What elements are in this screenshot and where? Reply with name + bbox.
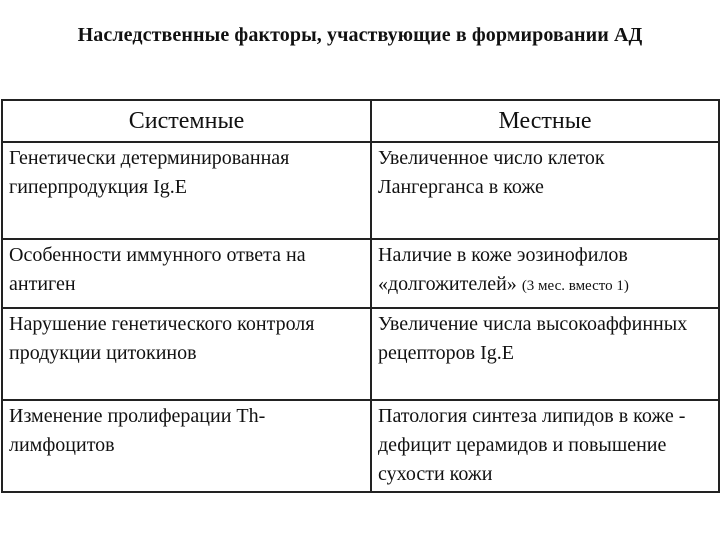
table-row bbox=[2, 142, 719, 239]
hereditary-factors-table bbox=[1, 99, 720, 493]
local-factor-cell: Патология синтеза липидов в коже - дефицит церамидов и повышение сухости кожи bbox=[371, 400, 719, 492]
systemic-factor-cell: Генетически детерминированная гиперпродукция Ig.E bbox=[2, 142, 371, 239]
column-header-systemic: Системные bbox=[2, 100, 371, 142]
column-header-local: Местные bbox=[371, 100, 719, 142]
systemic-factor-cell: Особенности иммунного ответа на антиген bbox=[2, 239, 371, 308]
systemic-factor-cell: Изменение пролиферации Th-лимфоцитов bbox=[2, 400, 371, 492]
local-factor-cell bbox=[371, 239, 719, 308]
table-row bbox=[2, 239, 719, 308]
local-factor-note: (3 мес. вместо 1) bbox=[521, 278, 629, 294]
table-row bbox=[2, 308, 719, 400]
table-row bbox=[2, 400, 719, 492]
local-factor-cell: Увеличенное число клеток Лангерганса в коже bbox=[371, 142, 719, 239]
local-factor-text: Наличие в коже эозинофилов «долгожителей» bbox=[378, 244, 628, 295]
local-factor-cell: Увеличение числа высокоаффинных рецепторов Ig.E bbox=[371, 308, 719, 400]
slide-title: Наследственные факторы, участвующие в формировании АД bbox=[77, 24, 643, 46]
table-header-row bbox=[2, 100, 719, 142]
systemic-factor-cell: Нарушение генетического контроля продукции цитокинов bbox=[2, 308, 371, 400]
